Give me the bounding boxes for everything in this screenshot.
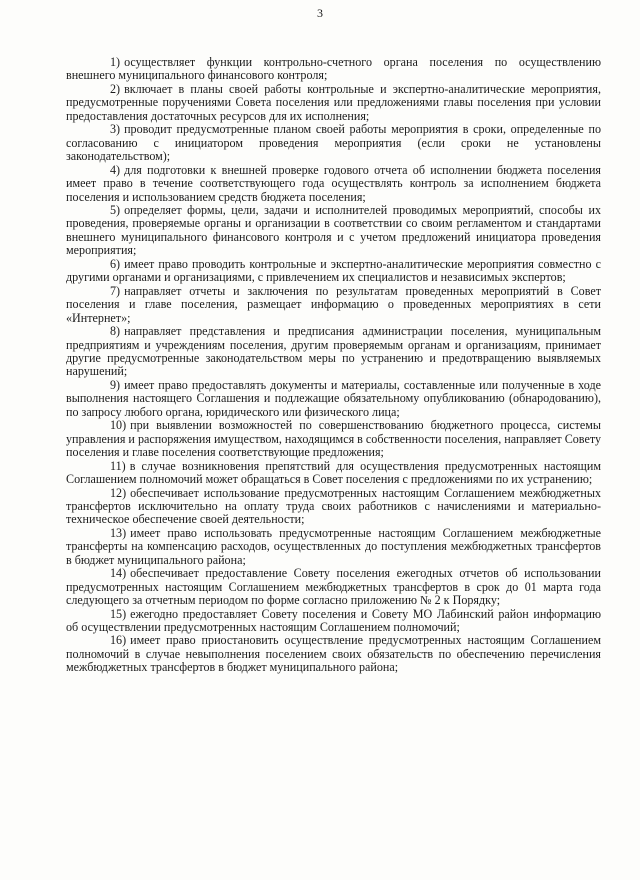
list-item-text: направляет отчеты и заключения по результатам проведенных мероприятий в Совет поселения и главе поселения, размещает информацию о проведенных мероприятиях в сети «Интернет»;: [66, 283, 601, 325]
list-item-text: при выявлении возможностей по совершенствованию бюджетного процесса, системы управления и распоряжения имуществом, находящимся в собственности поселения, направляет Совету поселения и главе поселения соответствующие предложения;: [66, 418, 601, 460]
list-item-number: 1): [110, 55, 121, 69]
list-item: [66, 527, 601, 567]
list-item: [66, 285, 601, 325]
list-item-number: 8): [110, 324, 121, 339]
list-item: [66, 123, 601, 163]
list-item-number: 12): [110, 485, 127, 500]
list-item-number: 5): [110, 202, 121, 217]
list-item: [66, 487, 601, 527]
list-item: [66, 56, 601, 83]
list-item-text: имеет право проводить контрольные и экспертно-аналитические мероприятия совместно с другими органами и организациями, с привлечением их специалистов и независимых экспертов;: [66, 256, 601, 285]
list-item: [66, 634, 601, 674]
list-item-number: 6): [110, 256, 121, 271]
list-item-text: имеет право использовать предусмотренные настоящим Соглашением межбюджетные трансферты на компенсацию расходов, осуществленных до поступления межбюджетных трансфертов в бюджет муниципального района;: [66, 525, 601, 567]
list-item: [66, 567, 601, 607]
list-item-text: имеет право приостановить осуществление предусмотренных настоящим Соглашением полномочий в случае невыполнения поселением своих обязательств по обеспечению перечисления межбюджетных трансфертов в бюджет муниципального района;: [66, 633, 601, 675]
list-item: [66, 325, 601, 379]
list-item-text: определяет формы, цели, задачи и исполнителей проводимых мероприятий, способы их проведения, проверяемые органы и организации в соответствии со своим регламентом и стандартами внешнего муниципального финансового контроля и с учетом предложений инициатора проведения мероприятия;: [66, 202, 601, 258]
list-item-number: 2): [110, 81, 121, 96]
list-item-text: проводит предусмотренные планом своей работы мероприятия в сроки, определенные по согласованию с инициатором проведения мероприятия (если сроки не установлены законодательством);: [66, 122, 601, 164]
list-item: [66, 460, 601, 487]
list-item-number: 13): [110, 525, 127, 540]
list-item-text: включает в планы своей работы контрольные и экспертно-аналитические мероприятия, предусмотренные поручениями Совета поселения или предложениями главы поселения при условии предоставления достаточных ресурсов для их исполнения;: [66, 81, 601, 123]
list-item: [66, 608, 601, 635]
list-item: [66, 83, 601, 123]
list-item-text: имеет право предоставлять документы и материалы, составленные или полученные в ходе выполнения настоящего Соглашения и подлежащие обязательному опубликованию (обнародованию), по запросу любого органа, юридического или физического лица;: [66, 377, 601, 419]
list-item: [66, 204, 601, 258]
list-item-number: 4): [110, 162, 121, 177]
document-body: [66, 56, 601, 675]
list-item-number: 10): [110, 418, 127, 433]
list-item-number: 3): [110, 122, 121, 137]
list-item-text: для подготовки к внешней проверке годового отчета об исполнении бюджета поселения имеет право в течение соответствующего года осуществлять контроль за исполнением бюджета поселения и использованием средств бюджета поселения;: [66, 162, 601, 204]
list-item-number: 15): [110, 606, 127, 621]
list-item-text: в случае возникновения препятствий для осуществления предусмотренных настоящим Соглашением полномочий может обращаться в Совет поселения с предложениями по их устранению;: [66, 458, 601, 487]
list-item: [66, 379, 601, 419]
list-item-number: 16): [110, 633, 127, 648]
list-item: [66, 258, 601, 285]
list-item-text: обеспечивает предоставление Совету поселения ежегодных отчетов об использовании предусмотренных настоящим Соглашением межбюджетных трансфертов в срок до 01 марта года следующего за отчетным периодом по форме согласно приложению № 2 к Порядку;: [66, 566, 601, 608]
list-item: [66, 419, 601, 459]
list-item-text: ежегодно предоставляет Совету поселения и Совету МО Лабинский район информацию об осуществлении предусмотренных настоящим Соглашением полномочий;: [66, 606, 601, 635]
list-item-number: 9): [110, 377, 121, 392]
list-item-number: 11): [110, 458, 126, 473]
page-number: 3: [317, 6, 323, 20]
list-item-text: направляет представления и предписания администрации поселения, муниципальным предприятиям и учреждениям поселения, другим проверяемым органам и организациям, принимает другие предусмотренные законодательством меры по устранению и предотвращению выявляемых нарушений;: [66, 324, 601, 379]
list-item-number: 7): [110, 283, 121, 298]
list-item-text: обеспечивает использование предусмотренных настоящим Соглашением межбюджетных трансфертов исключительно на оплату труда своих работников с начислениями и материально-техническое обеспечение своей деятельности;: [66, 485, 601, 527]
list-item: [66, 164, 601, 204]
list-item-number: 14): [110, 566, 127, 581]
list-item-text: осуществляет функции контрольно-счетного органа поселения по осуществлению внешнего муниципального финансового контроля;: [66, 55, 601, 83]
